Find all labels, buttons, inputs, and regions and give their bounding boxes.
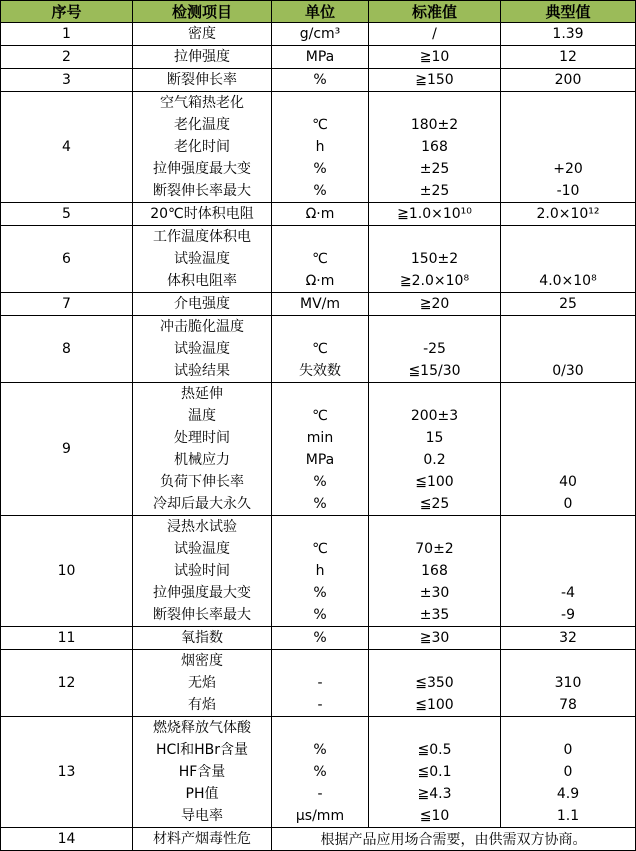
table-body xyxy=(1,23,636,851)
row-standard-line: 200±3 xyxy=(410,408,459,424)
row-typical-line xyxy=(501,338,635,360)
row-standard-line: / xyxy=(432,26,437,42)
row-unit xyxy=(272,516,369,627)
row-seq: 11 xyxy=(1,627,133,650)
row-unit-line: % xyxy=(313,183,327,199)
row-standard-line xyxy=(369,383,500,405)
row-typical-line: 0 xyxy=(563,742,573,758)
row-unit-line: ℃ xyxy=(312,251,328,267)
row-standard-line: -25 xyxy=(423,341,446,357)
row-seq: 6 xyxy=(1,226,133,293)
row-seq: 12 xyxy=(1,650,133,717)
row-item-line: 介电强度 xyxy=(174,296,230,312)
row-unit-line: h xyxy=(315,563,325,579)
row-item-line: 导电率 xyxy=(181,808,223,824)
table-row xyxy=(1,69,636,92)
row-item xyxy=(133,226,272,293)
row-standard xyxy=(369,23,501,46)
row-typical-line xyxy=(501,226,635,248)
row-seq: 9 xyxy=(1,383,133,516)
row-unit-line: - xyxy=(317,675,323,691)
header-typical: 典型值 xyxy=(501,1,636,23)
row-typical-line xyxy=(501,92,635,114)
row-standard xyxy=(369,516,501,627)
row-merged-note: 根据产品应用场合需要，由供需双方协商。 xyxy=(272,828,636,851)
row-unit xyxy=(272,226,369,293)
row-item-line: 热延伸 xyxy=(181,386,223,402)
row-unit-line: MPa xyxy=(305,49,335,65)
row-unit-line: % xyxy=(313,764,327,780)
table-row xyxy=(1,203,636,226)
row-unit-line: % xyxy=(313,585,327,601)
row-standard-line: 168 xyxy=(421,563,448,579)
row-standard-line xyxy=(369,92,500,114)
row-typical-line xyxy=(501,383,635,405)
row-item-line: 冷却后最大永久 xyxy=(153,496,251,512)
row-standard xyxy=(369,46,501,69)
row-unit xyxy=(272,717,369,828)
row-seq: 5 xyxy=(1,203,133,226)
row-unit xyxy=(272,627,369,650)
row-standard xyxy=(369,316,501,383)
row-standard-line: 168 xyxy=(421,139,448,155)
row-item-line: 20℃时体积电阻 xyxy=(150,206,254,222)
table-row xyxy=(1,383,636,516)
header-standard: 标准值 xyxy=(369,1,501,23)
row-unit xyxy=(272,46,369,69)
row-item-line: 处理时间 xyxy=(174,430,230,446)
row-typical-line xyxy=(501,516,635,538)
row-standard-line: 15 xyxy=(425,430,444,446)
row-unit-line: g/cm³ xyxy=(299,26,341,42)
row-typical-line xyxy=(501,560,635,582)
row-standard-line: ±35 xyxy=(419,607,450,623)
row-typical-line: 200 xyxy=(554,72,582,88)
row-seq: 3 xyxy=(1,69,133,92)
row-unit-line xyxy=(272,92,368,114)
row-item-line: 温度 xyxy=(188,408,216,424)
row-standard-line: ≧30 xyxy=(419,630,450,646)
row-unit-line: Ω·m xyxy=(305,206,335,222)
row-unit-line: h xyxy=(315,139,325,155)
row-typical-line: 12 xyxy=(559,49,577,65)
row-unit-line: - xyxy=(317,697,323,713)
row-standard xyxy=(369,717,501,828)
row-item xyxy=(133,23,272,46)
row-item-line: 试验时间 xyxy=(174,563,230,579)
row-unit-line xyxy=(272,516,368,538)
row-item-line: 密度 xyxy=(188,26,216,42)
row-typical xyxy=(501,627,636,650)
row-item-line: 氧指数 xyxy=(181,630,223,646)
row-typical-line xyxy=(501,427,635,449)
row-item-line: 断裂伸长率最大 xyxy=(153,607,251,623)
row-unit xyxy=(272,69,369,92)
row-unit xyxy=(272,23,369,46)
row-item-line: 燃烧释放气体酸 xyxy=(153,720,251,736)
row-standard-line: ≦100 xyxy=(415,474,454,490)
header-item: 检测项目 xyxy=(133,1,272,23)
row-seq: 14 xyxy=(1,828,133,851)
row-item-line: 拉伸强度最大变 xyxy=(153,161,251,177)
row-standard-line: ±30 xyxy=(419,585,450,601)
row-standard-line xyxy=(369,516,500,538)
row-standard-line: 0.2 xyxy=(423,452,446,468)
table-row xyxy=(1,717,636,828)
row-typical-line: 78 xyxy=(559,697,577,713)
table-row xyxy=(1,516,636,627)
row-unit-line xyxy=(272,717,368,739)
row-standard-line: ≦25 xyxy=(419,496,450,512)
row-unit xyxy=(272,316,369,383)
row-seq: 7 xyxy=(1,293,133,316)
row-item-line: 试验温度 xyxy=(174,251,230,267)
row-standard xyxy=(369,627,501,650)
row-typical xyxy=(501,203,636,226)
row-typical-line xyxy=(501,405,635,427)
row-item xyxy=(133,650,272,717)
row-typical xyxy=(501,226,636,293)
header-row xyxy=(1,1,636,23)
row-unit xyxy=(272,383,369,516)
row-item-line: 冲击脆化温度 xyxy=(160,319,244,335)
row-unit-line: - xyxy=(317,786,323,802)
row-item xyxy=(133,717,272,828)
row-typical-line: 4.0×10⁸ xyxy=(539,273,597,289)
header-unit: 单位 xyxy=(272,1,369,23)
table-row xyxy=(1,828,636,851)
row-standard-line: ≧150 xyxy=(415,72,454,88)
row-unit xyxy=(272,92,369,203)
row-typical-line xyxy=(501,449,635,471)
row-typical-line: -4 xyxy=(561,585,575,601)
row-typical xyxy=(501,516,636,627)
row-typical-line: 1.1 xyxy=(556,808,580,824)
row-item-line: 试验温度 xyxy=(174,341,230,357)
row-seq: 8 xyxy=(1,316,133,383)
row-seq: 2 xyxy=(1,46,133,69)
row-seq: 10 xyxy=(1,516,133,627)
row-typical-line: 40 xyxy=(559,474,577,490)
row-typical xyxy=(501,69,636,92)
row-standard xyxy=(369,203,501,226)
row-unit-line: ℃ xyxy=(312,341,328,357)
row-unit-line: MPa xyxy=(305,452,335,468)
row-standard-line: 180±2 xyxy=(410,117,459,133)
row-seq: 4 xyxy=(1,92,133,203)
row-standard xyxy=(369,92,501,203)
table-row xyxy=(1,92,636,203)
row-item-line: 断裂伸长率最大 xyxy=(153,183,251,199)
row-unit-line: μs/mm xyxy=(295,808,345,824)
row-standard-line: ±25 xyxy=(419,183,450,199)
row-item-line: 机械应力 xyxy=(174,452,230,468)
row-unit-line: min xyxy=(306,430,334,446)
row-typical xyxy=(501,316,636,383)
row-item xyxy=(133,69,272,92)
row-unit-line xyxy=(272,650,368,672)
row-unit-line: % xyxy=(313,72,327,88)
row-typical-line: 2.0×10¹² xyxy=(536,206,600,222)
row-item xyxy=(133,383,272,516)
row-item xyxy=(133,293,272,316)
row-unit-line: ℃ xyxy=(312,117,328,133)
row-item-line: 工作温度体积电 xyxy=(153,229,251,245)
row-typical xyxy=(501,383,636,516)
row-item-line: 断裂伸长率 xyxy=(167,72,237,88)
row-unit-line xyxy=(272,226,368,248)
row-typical xyxy=(501,23,636,46)
row-standard-line: ±25 xyxy=(419,161,450,177)
row-unit-line xyxy=(272,383,368,405)
row-item-line: 负荷下伸长率 xyxy=(160,474,244,490)
row-typical-line xyxy=(501,248,635,270)
row-typical-line: -9 xyxy=(561,607,575,623)
row-item-line: 老化温度 xyxy=(174,117,230,133)
row-typical xyxy=(501,650,636,717)
row-standard-line: 150±2 xyxy=(410,251,459,267)
row-item xyxy=(133,92,272,203)
row-unit-line: % xyxy=(313,474,327,490)
row-item-line: HF含量 xyxy=(178,764,226,780)
row-typical-line: 0/30 xyxy=(552,363,584,379)
row-item xyxy=(133,46,272,69)
row-item xyxy=(133,203,272,226)
row-typical xyxy=(501,46,636,69)
table-row xyxy=(1,46,636,69)
row-typical xyxy=(501,92,636,203)
row-unit-line: 失效数 xyxy=(299,363,341,379)
row-item-line: 试验结果 xyxy=(174,363,230,379)
row-unit-line: Ω·m xyxy=(305,273,335,289)
row-standard-line: ≦10 xyxy=(419,808,450,824)
table-row xyxy=(1,293,636,316)
row-item-line: PH值 xyxy=(185,786,219,802)
row-typical-line: 1.39 xyxy=(552,26,584,42)
row-item-line: 空气箱热老化 xyxy=(160,95,244,111)
table-row xyxy=(1,23,636,46)
row-item-line: 试验温度 xyxy=(174,541,230,557)
row-unit xyxy=(272,203,369,226)
row-item-line: 老化时间 xyxy=(174,139,230,155)
row-unit-line: % xyxy=(313,161,327,177)
row-typical-line xyxy=(501,538,635,560)
row-standard-line: ≧2.0×10⁸ xyxy=(399,273,470,289)
row-item-line: HCl和HBr含量 xyxy=(155,742,249,758)
row-standard-line: ≦0.5 xyxy=(417,742,452,758)
row-seq: 13 xyxy=(1,717,133,828)
row-unit-line: % xyxy=(313,742,327,758)
row-typical-line xyxy=(501,316,635,338)
row-standard-line xyxy=(369,316,500,338)
row-standard-line: 70±2 xyxy=(415,541,454,557)
row-standard xyxy=(369,226,501,293)
row-typical-line: +20 xyxy=(553,161,583,177)
row-standard-line xyxy=(369,717,500,739)
row-standard-line: ≧4.3 xyxy=(417,786,452,802)
row-item xyxy=(133,516,272,627)
row-standard xyxy=(369,650,501,717)
row-typical-line xyxy=(501,136,635,158)
row-standard xyxy=(369,69,501,92)
row-item-line: 有焰 xyxy=(188,697,216,713)
row-typical-line: 0 xyxy=(563,764,573,780)
row-typical-line: 32 xyxy=(559,630,577,646)
row-unit-line: MV/m xyxy=(299,296,340,312)
row-standard-line: ≧20 xyxy=(419,296,450,312)
row-standard-line: ≧10 xyxy=(419,49,450,65)
row-standard xyxy=(369,293,501,316)
row-typical-line xyxy=(501,114,635,136)
row-typical-line: -10 xyxy=(556,183,580,199)
row-typical xyxy=(501,717,636,828)
table-row xyxy=(1,650,636,717)
row-standard-line: ≧1.0×10¹⁰ xyxy=(397,206,472,222)
row-item xyxy=(133,316,272,383)
row-item-line: 无焰 xyxy=(188,675,216,691)
row-standard-line xyxy=(369,226,500,248)
row-item-line: 体积电阻率 xyxy=(167,273,237,289)
row-item-line: 材料产烟毒性危 xyxy=(153,831,251,847)
row-typical-line xyxy=(501,650,635,672)
row-unit-line: % xyxy=(313,496,327,512)
row-standard xyxy=(369,383,501,516)
row-unit-line: ℃ xyxy=(312,408,328,424)
row-item xyxy=(133,828,272,851)
row-unit-line: ℃ xyxy=(312,541,328,557)
row-typical-line: 0 xyxy=(563,496,573,512)
row-item-line: 拉伸强度最大变 xyxy=(153,585,251,601)
row-standard-line: ≦0.1 xyxy=(417,764,452,780)
row-seq: 1 xyxy=(1,23,133,46)
row-standard-line: ≦15/30 xyxy=(408,363,461,379)
row-item xyxy=(133,627,272,650)
row-typical-line: 4.9 xyxy=(556,786,580,802)
row-unit-line: % xyxy=(313,607,327,623)
header-seq: 序号 xyxy=(1,1,133,23)
row-item-line: 拉伸强度 xyxy=(174,49,230,65)
row-unit-line xyxy=(272,316,368,338)
row-typical-line: 310 xyxy=(554,675,582,691)
row-unit-line: % xyxy=(313,630,327,646)
table-row xyxy=(1,226,636,293)
table-row xyxy=(1,627,636,650)
row-standard-line: ≦350 xyxy=(415,675,454,691)
row-unit xyxy=(272,293,369,316)
row-typical-line xyxy=(501,717,635,739)
row-typical-line: 25 xyxy=(559,296,577,312)
table-row xyxy=(1,316,636,383)
row-unit xyxy=(272,650,369,717)
row-standard-line: ≦100 xyxy=(415,697,454,713)
row-standard-line xyxy=(369,650,500,672)
row-item-line: 浸热水试验 xyxy=(167,519,237,535)
row-typical xyxy=(501,293,636,316)
row-item-line: 烟密度 xyxy=(181,653,223,669)
